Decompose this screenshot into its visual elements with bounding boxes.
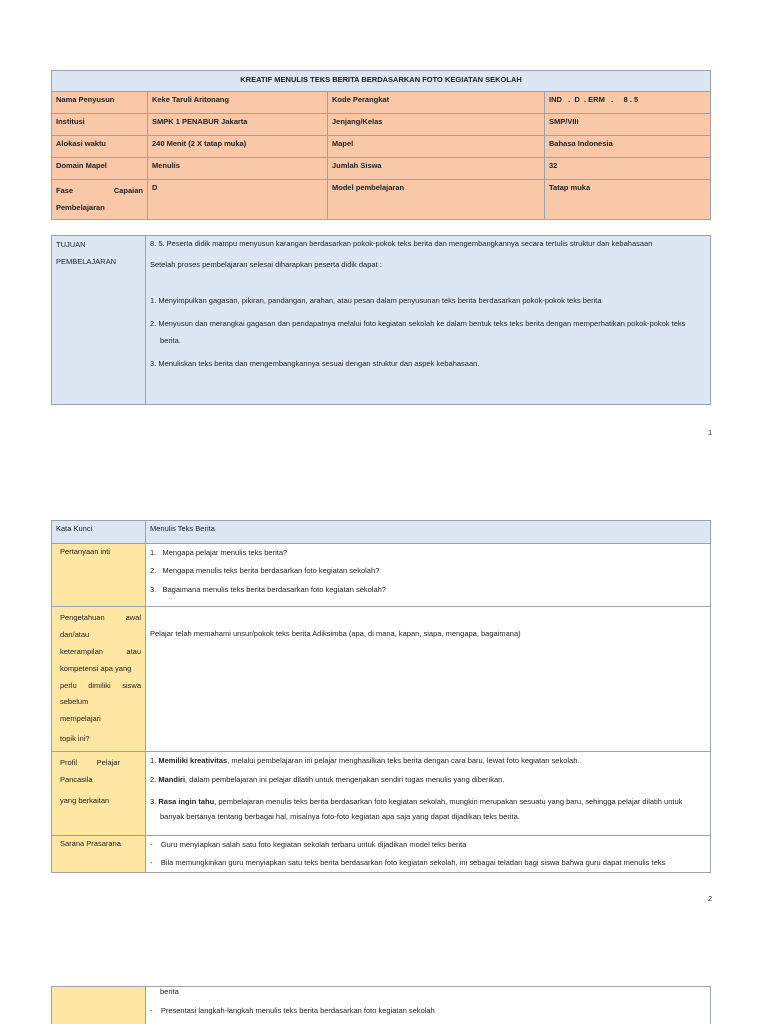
tujuan-content <box>146 236 711 405</box>
value-kode-perangkat: IND . D . ERM . 8 . 5 <box>545 92 711 114</box>
list-item: - Presentasi langkah-langkah menulis teks berita berdasarkan foto kegiatan sekolah <box>150 1005 435 1015</box>
list-item: - Bila memungkinkan guru menyiapkan satu teks berita berdasarkan foto kegiatan sekolah, ini sebagai teladan bagi siswa bahwa guru dapat menulis teks <box>150 858 666 868</box>
value-fase: D <box>148 180 328 220</box>
label-fase-word: Fase <box>56 186 74 195</box>
list-number: 2. <box>150 775 157 785</box>
kata-kunci-value: Menulis Teks Berita <box>146 521 711 544</box>
profil-title: Mandiri <box>158 775 186 785</box>
pengetahuan-label-line: perlu dimiliki siswa <box>60 680 141 690</box>
tujuan-label-line2: PEMBELAJARAN <box>56 257 117 267</box>
document-title: KREATIF MENULIS TEKS BERITA BERDASARKAN FOTO KEGIATAN SEKOLAH <box>52 71 711 92</box>
label-nama-penyusun: Nama Penyusun <box>52 92 148 114</box>
profil-text: , dalam pembelajaran ini pelajar dilatih untuk mengerjakan sendiri tugas menulis yang diberikan. <box>185 775 505 785</box>
page-number: 2 <box>708 896 712 903</box>
continuation-content <box>146 987 711 1024</box>
list-number: 1. <box>150 756 157 765</box>
continuation-label-cell <box>52 987 146 1024</box>
label-model-pembelajaran: Model pembelajaran <box>328 180 545 220</box>
list-item: 1. Mengapa pelajar menulis teks berita? <box>150 548 288 557</box>
list-item <box>150 794 706 826</box>
list-item: 1. Menyimpulkan gagasan, pikiran, pandangan, arahan, atau pesan dalam penyusunan teks berita berdasarkan pokok-pokok teks berita <box>150 295 602 305</box>
sarana-prasarana-content <box>146 836 711 873</box>
label-capaian-word: Capaian <box>113 186 143 195</box>
list-item: 2. Mengapa menulis teks berita berdasarkan foto kegiatan sekolah? <box>150 566 380 576</box>
tujuan-label <box>52 236 146 405</box>
label-kode-perangkat: Kode Perangkat <box>328 92 545 114</box>
profil-pelajar-label <box>52 752 146 836</box>
value-institusi: SMPK 1 PENABUR Jakarta <box>148 114 328 136</box>
profil-pelajar-content <box>146 752 711 836</box>
value-model-pembelajaran: Tatap muka <box>545 180 711 220</box>
kata-kunci-label: Kata Kunci <box>52 521 146 544</box>
pengetahuan-label-line: topik ini? <box>60 734 90 744</box>
tujuan-label-line1: TUJUAN <box>56 240 86 249</box>
tujuan-intro: Setelah proses pembelajaran selesai diharapkan peserta didik dapat : <box>150 259 382 269</box>
profil-label-line: Pancasila <box>60 774 93 784</box>
label-jenjang-kelas: Jenjang/Kelas <box>328 114 545 136</box>
page-number: 1 <box>708 430 712 437</box>
header-table <box>51 70 711 220</box>
label-domain-mapel: Domain Mapel <box>52 158 148 180</box>
label-alokasi-waktu: Alokasi waktu <box>52 136 148 158</box>
list-item: 2. Menyusun dan merangkai gagasan dan pendapatnya melalui foto kegiatan sekolah ke dalam bentuk teks teks berita dengan memperhatikan pokok-pokok teks berita. <box>150 319 686 345</box>
detail-table <box>51 520 711 873</box>
list-item: - Guru menyiapkan salah satu foto kegiatan sekolah terbaru untuk dijadikan model teks berita <box>150 840 467 849</box>
profil-title: Memiliki kreativitas <box>158 756 228 765</box>
pertanyaan-inti-label: Pertanyaan inti <box>52 544 146 607</box>
value-jumlah-siswa: 32 <box>545 158 711 180</box>
pengetahuan-value: Pelajar telah memahami unsur/pokok teks berita Adiksimba (apa, di mana, kapan, siapa, mengapa, bagaimana) <box>150 629 521 638</box>
pertanyaan-inti-content <box>146 544 711 607</box>
profil-text: , pembelajaran menulis teks berita berdasarkan foto kegiatan sekolah, mungkin merupakan sesuatu yang baru, sehingga pelajar dilatih untuk banyak bertanya tentang berbagai hal, misalnya foto-foto kegiatan apa saja yang dapat dijadikan teks berita. <box>160 796 683 822</box>
pengetahuan-label-line: kompetensi apa yang <box>60 663 132 673</box>
list-item <box>150 774 706 785</box>
pengetahuan-label-line: keterampilan atau <box>60 646 141 656</box>
profil-label-line: yang berkaitan <box>60 795 110 805</box>
pengetahuan-label-line: Pengetahuan awal <box>60 613 141 622</box>
value-domain-mapel: Menulis <box>148 158 328 180</box>
label-pembelajaran-word: Pembelajaran <box>56 202 105 212</box>
tujuan-list <box>150 293 706 373</box>
continuation-table <box>51 986 711 1024</box>
profil-text: , melalui pembelajaran ini pelajar menghasilkan teks berita dengan cara baru, lewat foto kegiatan sekolah. <box>227 756 580 765</box>
list-number: 3. <box>150 796 157 806</box>
list-item <box>150 755 706 766</box>
pengetahuan-awal-label <box>52 607 146 752</box>
pengetahuan-label-line: dan/atau <box>60 629 90 639</box>
pengetahuan-label-line: mempelajari <box>60 714 101 724</box>
capaian-text: 8. 5. Peserta didik mampu menyusun karangan berdasarkan pokok-pokok teks berita dan mengembangkannya secara tertulis struktur dan kebahasaan <box>150 239 653 248</box>
tujuan-table <box>51 235 711 405</box>
value-nama-penyusun: Keke Taruli Aritonang <box>148 92 328 114</box>
list-item: 3. Menuliskan teks berita dan mengembangkannya sesuai dengan struktur dan aspek kebahasaan. <box>150 359 480 369</box>
label-fase-capaian <box>52 180 148 220</box>
sarana-prasarana-label: Sarana Prasarana <box>52 836 146 873</box>
value-jenjang-kelas: SMP/VIII <box>545 114 711 136</box>
continuation-line: berita <box>160 987 179 996</box>
value-mapel: Bahasa Indonesia <box>545 136 711 158</box>
pengetahuan-awal-content <box>146 607 711 752</box>
label-institusi: Institusi <box>52 114 148 136</box>
label-jumlah-siswa: Jumlah Siswa <box>328 158 545 180</box>
pengetahuan-label-line: sebelum <box>60 697 89 707</box>
value-alokasi-waktu: 240 Menit (2 X tatap muka) <box>148 136 328 158</box>
profil-title: Rasa ingin tahu <box>158 796 215 806</box>
list-item: 3. Bagaimana menulis teks berita berdasarkan foto kegiatan sekolah? <box>150 584 386 594</box>
label-mapel: Mapel <box>328 136 545 158</box>
profil-label-line: Profil Pelajar <box>60 758 120 767</box>
